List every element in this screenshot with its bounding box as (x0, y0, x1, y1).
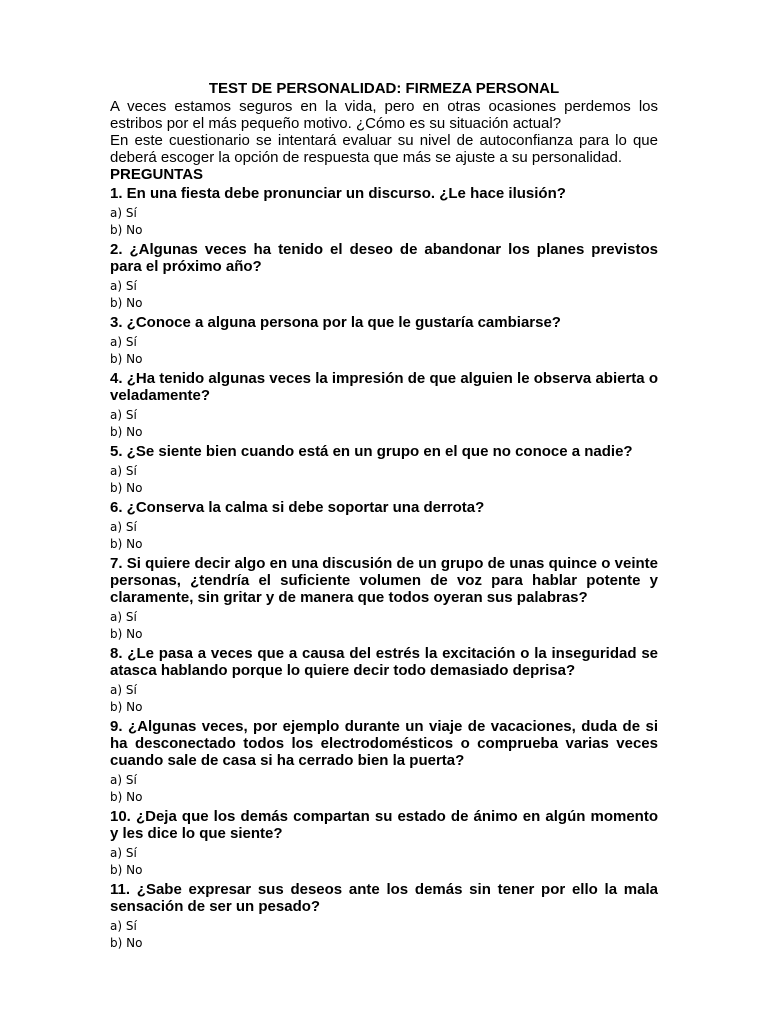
document-page (110, 80, 658, 952)
document-title: TEST DE PERSONALIDAD: FIRMEZA PERSONAL (208, 80, 560, 97)
option-yes: a) Sí (110, 610, 137, 624)
option-yes: a) Sí (110, 919, 137, 933)
question-text: 1. En una fiesta debe pronunciar un discurso. ¿Le hace ilusión? (110, 185, 566, 202)
intro-paragraph: A veces estamos seguros en la vida, pero en otras ocasiones perdemos los estribos por el más pequeño motivo. ¿Cómo es su situación actual? (110, 98, 658, 132)
option-no: b) No (110, 627, 143, 641)
intro-paragraph: En este cuestionario se intentará evaluar su nivel de autoconfianza para lo que deberá escoger la opción de respuesta que más se ajuste a su personalidad. (110, 132, 658, 166)
option-yes: a) Sí (110, 846, 137, 860)
option-no: b) No (110, 352, 143, 366)
question-text: 10. ¿Deja que los demás compartan su estado de ánimo en algún momento y les dice lo que siente? (110, 808, 658, 842)
option-no: b) No (110, 223, 143, 237)
question-text: 8. ¿Le pasa a veces que a causa del estrés la excitación o la inseguridad se atasca hablando porque lo quiere decir todo demasiado deprisa? (110, 645, 658, 679)
option-yes: a) Sí (110, 520, 137, 534)
question-text: 9. ¿Algunas veces, por ejemplo durante un viaje de vacaciones, duda de si ha desconectado todos los electrodomésticos o comprueba varias veces cuando sale de casa si ha cerrado bien la puerta? (110, 718, 658, 769)
section-heading: PREGUNTAS (110, 166, 204, 183)
question-text: 2. ¿Algunas veces ha tenido el deseo de abandonar los planes previstos para el próximo año? (110, 241, 658, 275)
option-yes: a) Sí (110, 683, 137, 697)
option-yes: a) Sí (110, 773, 137, 787)
option-no: b) No (110, 790, 143, 804)
option-yes: a) Sí (110, 464, 137, 478)
option-yes: a) Sí (110, 335, 137, 349)
option-no: b) No (110, 936, 143, 950)
question-list (110, 185, 658, 952)
question-text: 6. ¿Conserva la calma si debe soportar una derrota? (110, 499, 485, 516)
question-text: 5. ¿Se siente bien cuando está en un grupo en el que no conoce a nadie? (110, 443, 633, 460)
option-no: b) No (110, 863, 143, 877)
question-text: 4. ¿Ha tenido algunas veces la impresión de que alguien le observa abierta o veladamente? (110, 370, 658, 404)
intro-text (110, 98, 658, 166)
option-yes: a) Sí (110, 408, 137, 422)
question-text: 3. ¿Conoce a alguna persona por la que le gustaría cambiarse? (110, 314, 561, 331)
option-no: b) No (110, 700, 143, 714)
option-no: b) No (110, 296, 143, 310)
option-no: b) No (110, 425, 143, 439)
option-yes: a) Sí (110, 279, 137, 293)
option-no: b) No (110, 537, 143, 551)
option-no: b) No (110, 481, 143, 495)
question-text: 11. ¿Sabe expresar sus deseos ante los demás sin tener por ello la mala sensación de ser un pesado? (110, 881, 658, 915)
question-text: 7. Si quiere decir algo en una discusión de un grupo de unas quince o veinte personas, ¿tendría el suficiente volumen de voz para hablar potente y claramente, sin gritar y de manera que todos oyeran sus palabras? (110, 555, 658, 606)
option-yes: a) Sí (110, 206, 137, 220)
